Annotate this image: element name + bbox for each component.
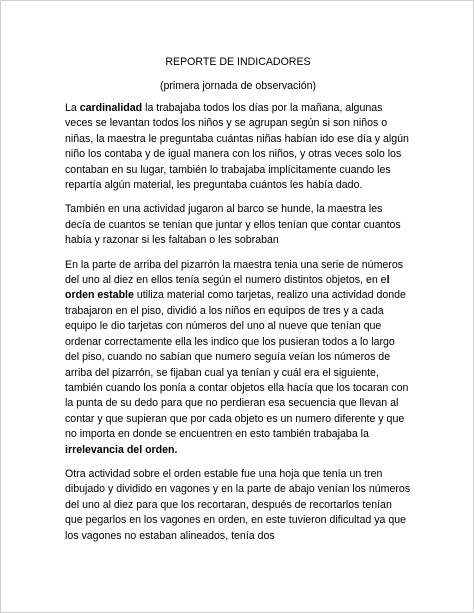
paragraph-orden-estable [65, 258, 411, 458]
document-subtitle: (primera jornada de observación) [159, 80, 317, 92]
paragraph-tren-vagones [65, 467, 411, 544]
bold-term-cardinalidad: cardinalidad [79, 102, 143, 114]
text-run: También en una actividad jugaron al barco se hunde, la maestra les decía de cuantos se tenían que juntar y ellos tenían que contar cuantos había y razonar si les faltaban o les sobraban [65, 203, 401, 247]
text-run: la trabajaba todos los días por la mañana, algunas veces se levantan todos los niños y se agrupan según si son niños o niñas, la maestra le preguntaba cuántas niñas habían ido ese día y algún niño los contaba y de igual manera con los niños, y otras veces solo los contaban en su lugar, también lo trabajaba implícitamente cuando les repartía algún material, les preguntaba cuántos les había dado. [65, 102, 409, 192]
text-run: En la parte de arriba del pizarrón la maestra tenia una serie de números del uno al diez en ellos tenía según el numero distintos objetos, en e [65, 258, 404, 287]
text-run: utiliza material como tarjetas, realizo una actividad donde trabajaron en el piso, dividió a los niños en equipos de tres y a cada equipo le dio tarjetas con números del uno al nueve que tenían que ordenar correctamente ella les indico que los pusieran todos a lo largo del piso, cuando no sabían que numero seguía veían los números de arriba del pizarrón, se fijaban cual ya tenían y cuál era el siguiente, también cuando los ponía a contar objetos ella hacía que los tocaran con la punta de su dedo para que no perdieran esa secuencia que llevan al contar y que supieran que por cada objeto es un numero diferente y que no importa en donde se encuentren en esto también trabajaba la [65, 289, 409, 441]
document-title: REPORTE DE INDICADORES [165, 56, 311, 68]
text-run: Otra actividad sobre el orden estable fue una hoja que tenía un tren dibujado y dividido en vagones y en la parte de abajo venían los números del uno al diez para que los recortaran, después de recortarlos tenían que pegarlos en los vagones en orden, en este tuvieron dificultad ya que los vagones no estaban alineados, tenía dos [65, 467, 411, 542]
bold-term-irrelevancia-del-orden: irrelevancia del orden. [65, 443, 178, 456]
document-body [65, 55, 411, 553]
paragraph-cardinalidad [65, 101, 411, 193]
text-run: La [65, 102, 80, 114]
paragraph-barco-se-hunde [65, 202, 411, 248]
bold-term-orden-estable: l orden estable [65, 274, 390, 302]
